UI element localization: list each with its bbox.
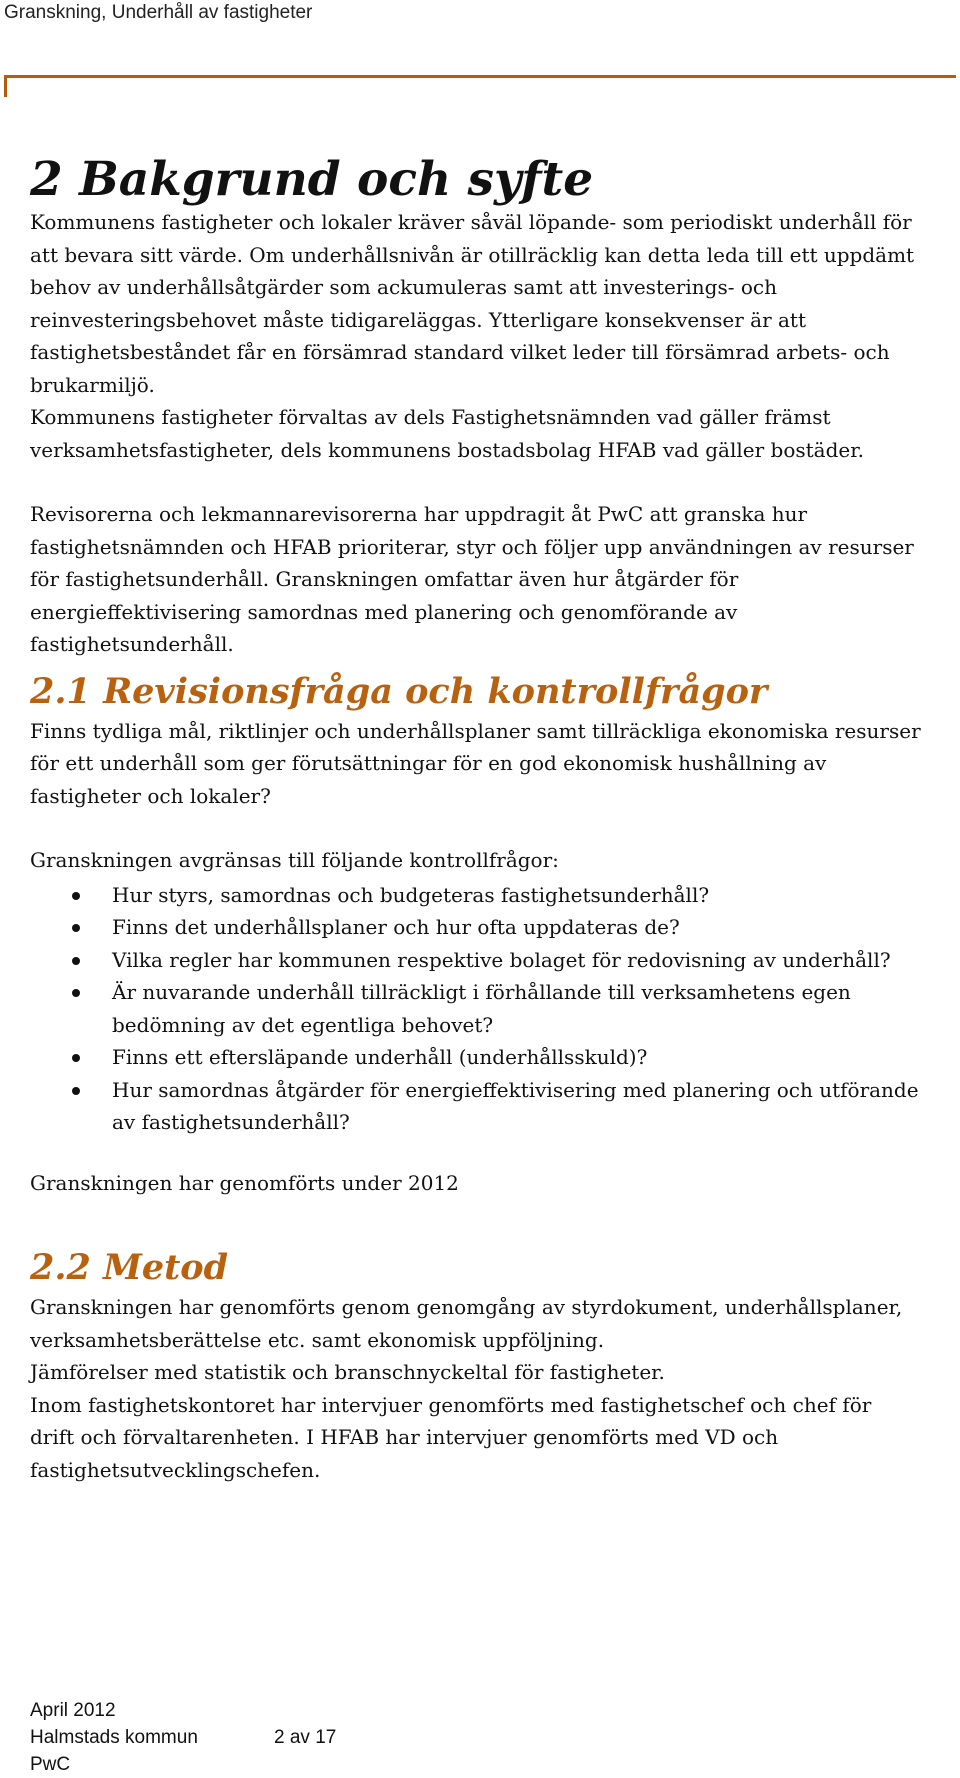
- bullet-icon: [72, 924, 80, 932]
- list-item: Finns ett eftersläpande underhåll (underhållsskuld)?: [30, 1041, 940, 1074]
- document-body: [30, 154, 950, 1486]
- footer-org-row: [30, 1724, 430, 1751]
- list-item: Är nuvarande underhåll tillräckligt i förhållande till verksamhetens egen bedömning av det egentliga behovet?: [30, 976, 940, 1041]
- list-item: Finns det underhållsplaner och hur ofta uppdateras de?: [30, 911, 940, 944]
- paragraph-metod-2: Jämförelser med statistik och branschnyckeltal för fastigheter.: [30, 1360, 665, 1384]
- footer-org: Halmstads kommun: [30, 1727, 198, 1748]
- paragraph-bakgrund-2: Kommunens fastigheter förvaltas av dels Fastighetsnämnden vad gäller främst verksamhetsfastigheter, dels kommunens bostadsbolag HFAB vad gäller bostäder.: [30, 405, 864, 462]
- footer-firm: PwC: [30, 1754, 71, 1775]
- kontrollfragor-list: [30, 879, 940, 1139]
- paragraph-bakgrund-1: Kommunens fastigheter och lokaler kräver såväl löpande- som periodiskt underhåll för att bevara sitt värde. Om underhållsnivån är otillräcklig kan detta leda till ett uppdämt behov av underhållsåtgärder som ackumuleras samt att investerings- och reinvesteringsbehovet måste tidigareläggas. Ytterligare konsekvenser är att fastighetsbeståndet får en försämrad standard vilket leder till försämrad arbets- och brukarmiljö.: [30, 210, 915, 397]
- header-rule: [4, 75, 956, 78]
- paragraph-bakgrund-3: Revisorerna och lekmannarevisorerna har uppdragit åt PwC att granska hur fastighetsnämnden och HFAB prioriterar, styr och följer upp användningen av resurser för fastighetsunderhåll. Granskningen omfattar även hur åtgärder för energieffektivisering samordnas med planering och genomförande av fastighetsunderhåll.: [30, 502, 914, 656]
- paragraph-genomforandeperiod: Granskningen har genomförts under 2012: [30, 1170, 459, 1195]
- paragraph-metod-1: Granskningen har genomförts genom genomgång av styrdokument, underhållsplaner, verksamhetsberättelse etc. samt ekonomisk uppföljning.: [30, 1295, 903, 1352]
- page-footer: [30, 1697, 430, 1778]
- paragraph-revisionsfraga: Finns tydliga mål, riktlinjer och underhållsplaner samt tillräckliga ekonomiska resurser för ett underhåll som ger förutsättningar för en god ekonomisk hushållning av fastigheter och lokaler?: [30, 718, 921, 808]
- paragraph-metod-3: Inom fastighetskontoret har intervjuer genomförts med fastighetschef och chef för drift och förvaltarenheten. I HFAB har intervjuer genomförts med VD och fastighetsutvecklingschefen.: [30, 1392, 872, 1482]
- section-heading-revisionsfraga: 2.1 Revisionsfråga och kontrollfrågor: [30, 670, 768, 712]
- header-rule-corner: [4, 75, 7, 97]
- bullet-icon: [72, 989, 80, 997]
- list-item: Hur styrs, samordnas och budgeteras fastighetsunderhåll?: [30, 879, 940, 912]
- running-header: Granskning, Underhåll av fastigheter: [4, 2, 313, 23]
- bullet-icon: [72, 1054, 80, 1062]
- paragraph-kontrollfragor-intro: Granskningen avgränsas till följande kontrollfrågor:: [30, 848, 559, 872]
- bullet-icon: [72, 957, 80, 965]
- section-heading-bakgrund: 2 Bakgrund och syfte: [30, 152, 594, 207]
- list-item: Vilka regler har kommunen respektive bolaget för redovisning av underhåll?: [30, 944, 940, 977]
- page-number: 2 av 17: [274, 1727, 337, 1748]
- footer-date: April 2012: [30, 1700, 116, 1721]
- section-heading-metod: 2.2 Metod: [30, 1247, 229, 1288]
- list-item: Hur samordnas åtgärder för energieffektivisering med planering och utförande av fastighetsunderhåll?: [30, 1074, 940, 1139]
- bullet-icon: [72, 892, 80, 900]
- bullet-icon: [72, 1087, 80, 1095]
